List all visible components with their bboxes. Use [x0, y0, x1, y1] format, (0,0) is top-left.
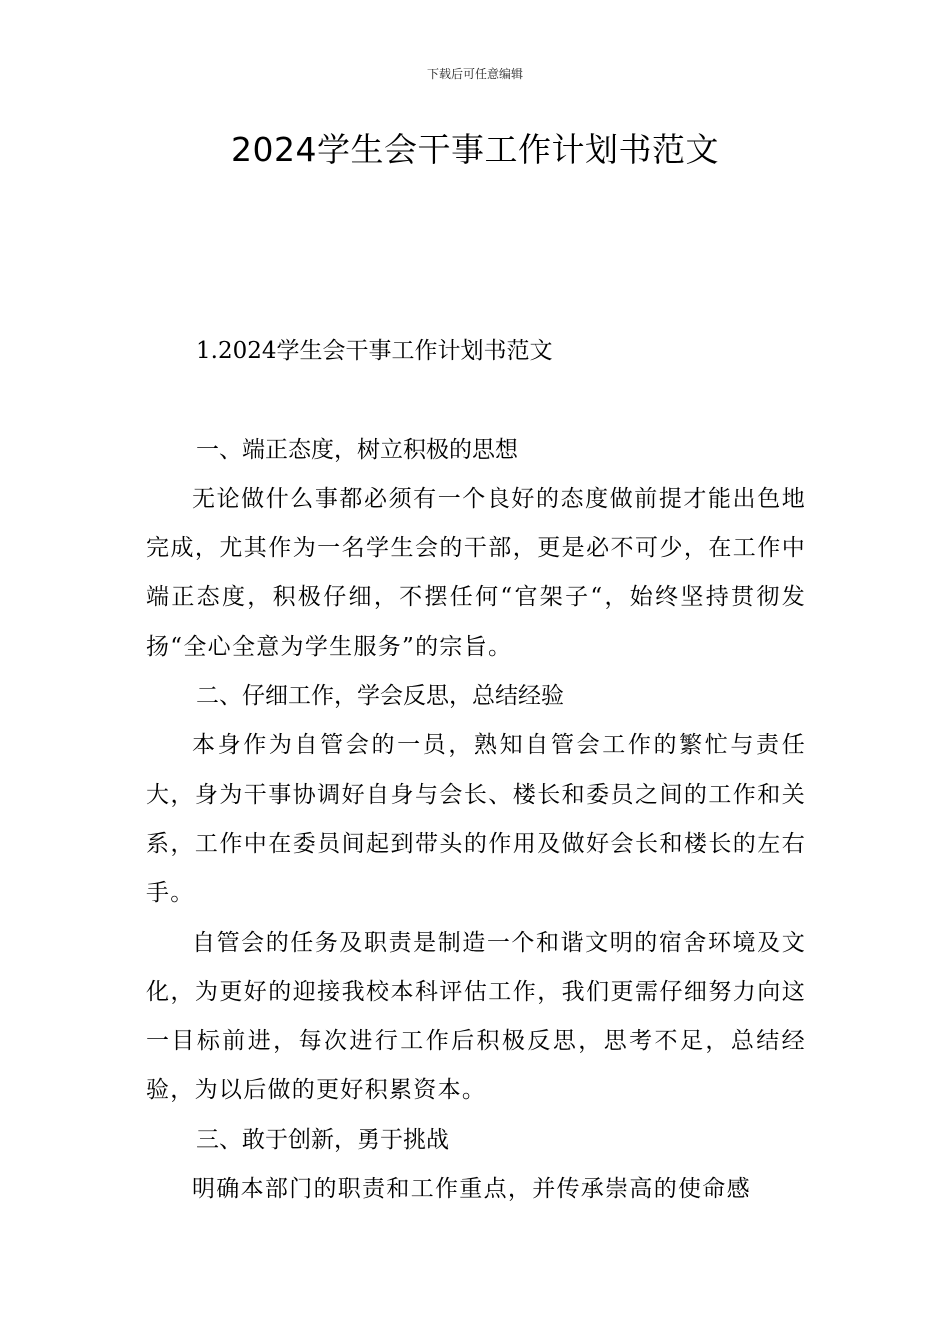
section-heading-1: 一、端正态度，树立积极的思想 — [196, 436, 518, 463]
paragraph: 本身作为自管会的一员，熟知自管会工作的繁忙与责任大，身为干事协调好自身与会长、楼长和委员之间的工作和关系，工作中在委员间起到带头的作用及做好会长和楼长的左右手。 — [146, 732, 806, 907]
section-heading-3: 三、敢于创新，勇于挑战 — [196, 1126, 449, 1153]
document-title: 2024学生会干事工作计划书范文 — [231, 130, 719, 169]
document-subtitle: 1.2024学生会干事工作计划书范文 — [196, 338, 553, 364]
section-heading-2: 二、仔细工作，学会反思，总结经验 — [196, 683, 564, 710]
paragraph: 无论做什么事都必须有一个良好的态度做前提才能出色地完成，尤其作为一名学生会的干部，更是必不可少，在工作中端正态度，积极仔细，不摆任何“官架子“，始终坚持贯彻发扬“全心全意为学生服务”的宗旨。 — [146, 485, 806, 660]
paragraph: 明确本部门的职责和工作重点，并传承崇高的使命感 — [192, 1176, 751, 1203]
paragraph: 自管会的任务及职责是制造一个和谐文明的宿舍环境及文化，为更好的迎接我校本科评估工作，我们更需仔细努力向这一目标前进，每次进行工作后积极反思，思考不足，总结经验，为以后做的更好积累资本。 — [146, 929, 806, 1104]
document-body — [146, 327, 806, 1214]
header-note: 下载后可任意编辑 — [426, 67, 523, 81]
